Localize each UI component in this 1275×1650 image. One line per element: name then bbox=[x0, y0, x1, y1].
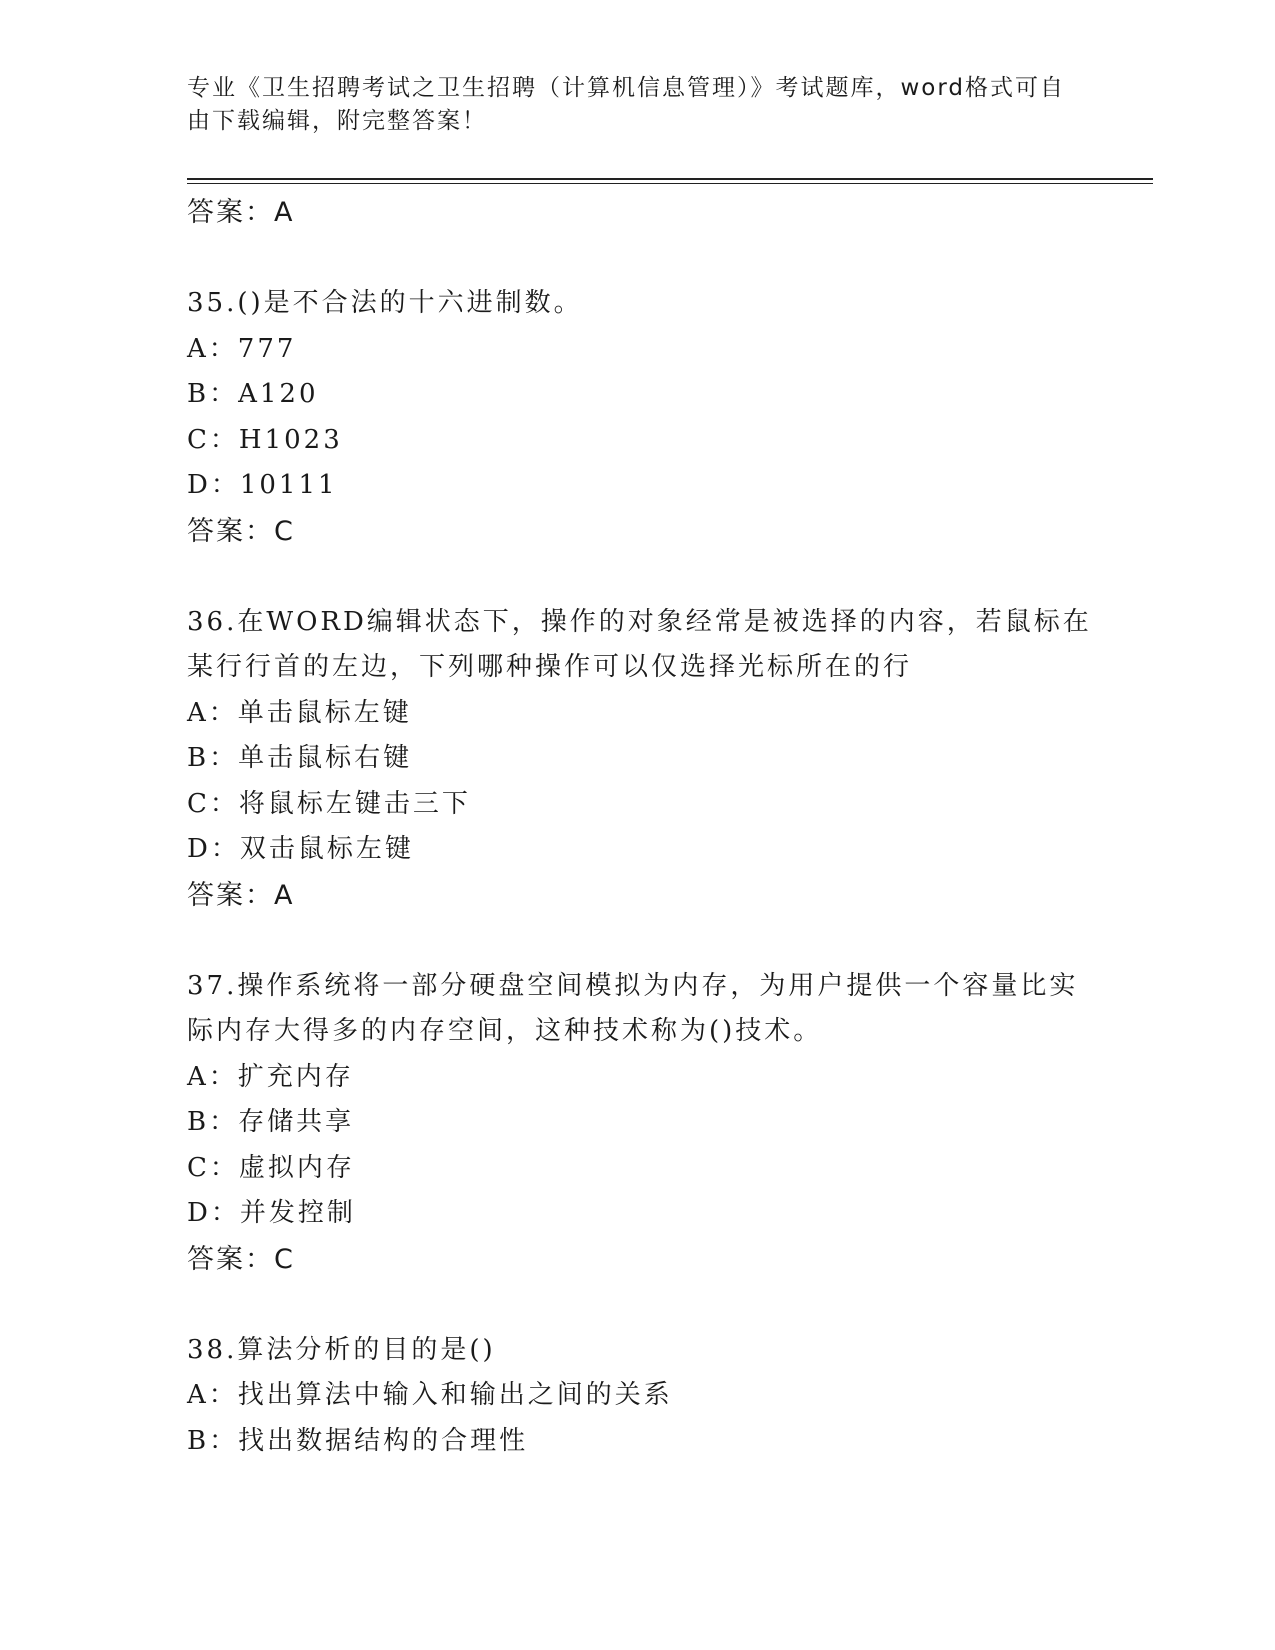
option-b: B：存储共享 bbox=[187, 1107, 355, 1137]
question-36 bbox=[187, 600, 1107, 919]
option-a: A：找出算法中输入和输出之间的关系 bbox=[187, 1380, 673, 1410]
question-38 bbox=[187, 1328, 1107, 1465]
option-a: A：单击鼠标左键 bbox=[187, 697, 412, 728]
question-content bbox=[187, 190, 1107, 1464]
spacer bbox=[187, 554, 1107, 600]
question-text: 35.()是不合法的十六进制数。 bbox=[187, 288, 583, 318]
question-text-line-2: 某行行首的左边，下列哪种操作可以仅选择光标所在的行 bbox=[187, 652, 913, 682]
option-c: C：虚拟内存 bbox=[187, 1152, 355, 1183]
option-d: D：双击鼠标左键 bbox=[187, 834, 414, 864]
option-b: B：找出数据结构的合理性 bbox=[187, 1425, 529, 1456]
option-d: D：并发控制 bbox=[187, 1198, 356, 1228]
answer: 答案：C bbox=[187, 515, 295, 547]
question-37 bbox=[187, 964, 1107, 1283]
spacer bbox=[187, 236, 1107, 282]
question-text-line-2: 际内存大得多的内存空间，这种技术称为()技术。 bbox=[187, 1016, 823, 1046]
document-header bbox=[187, 72, 1087, 138]
header-line-1: 专业《卫生招聘考试之卫生招聘（计算机信息管理）》考试题库，word格式可自 bbox=[187, 75, 1066, 101]
header-rule-thick bbox=[187, 178, 1153, 180]
header-rule-thin bbox=[187, 183, 1153, 184]
question-text-line-1: 36.在WORD编辑状态下，操作的对象经常是被选择的内容，若鼠标在 bbox=[187, 606, 1092, 637]
option-d: D：10111 bbox=[187, 470, 338, 500]
header-line-2: 由下载编辑，附完整答案！ bbox=[187, 108, 487, 134]
option-a: A：扩充内存 bbox=[187, 1061, 354, 1092]
spacer bbox=[187, 1282, 1107, 1328]
answer: 答案：A bbox=[187, 879, 295, 911]
option-c: C：H1023 bbox=[187, 424, 343, 455]
question-text: 38.算法分析的目的是() bbox=[187, 1334, 496, 1365]
option-a: A：777 bbox=[187, 333, 297, 364]
option-b: B：A120 bbox=[187, 379, 319, 409]
spacer bbox=[187, 918, 1107, 964]
previous-answer: 答案：A bbox=[187, 197, 295, 228]
option-c: C：将鼠标左键击三下 bbox=[187, 788, 471, 819]
option-b: B：单击鼠标右键 bbox=[187, 743, 413, 773]
question-text-line-1: 37.操作系统将一部分硬盘空间模拟为内存，为用户提供一个容量比实 bbox=[187, 970, 1079, 1001]
question-35 bbox=[187, 281, 1107, 554]
answer: 答案：C bbox=[187, 1243, 295, 1275]
